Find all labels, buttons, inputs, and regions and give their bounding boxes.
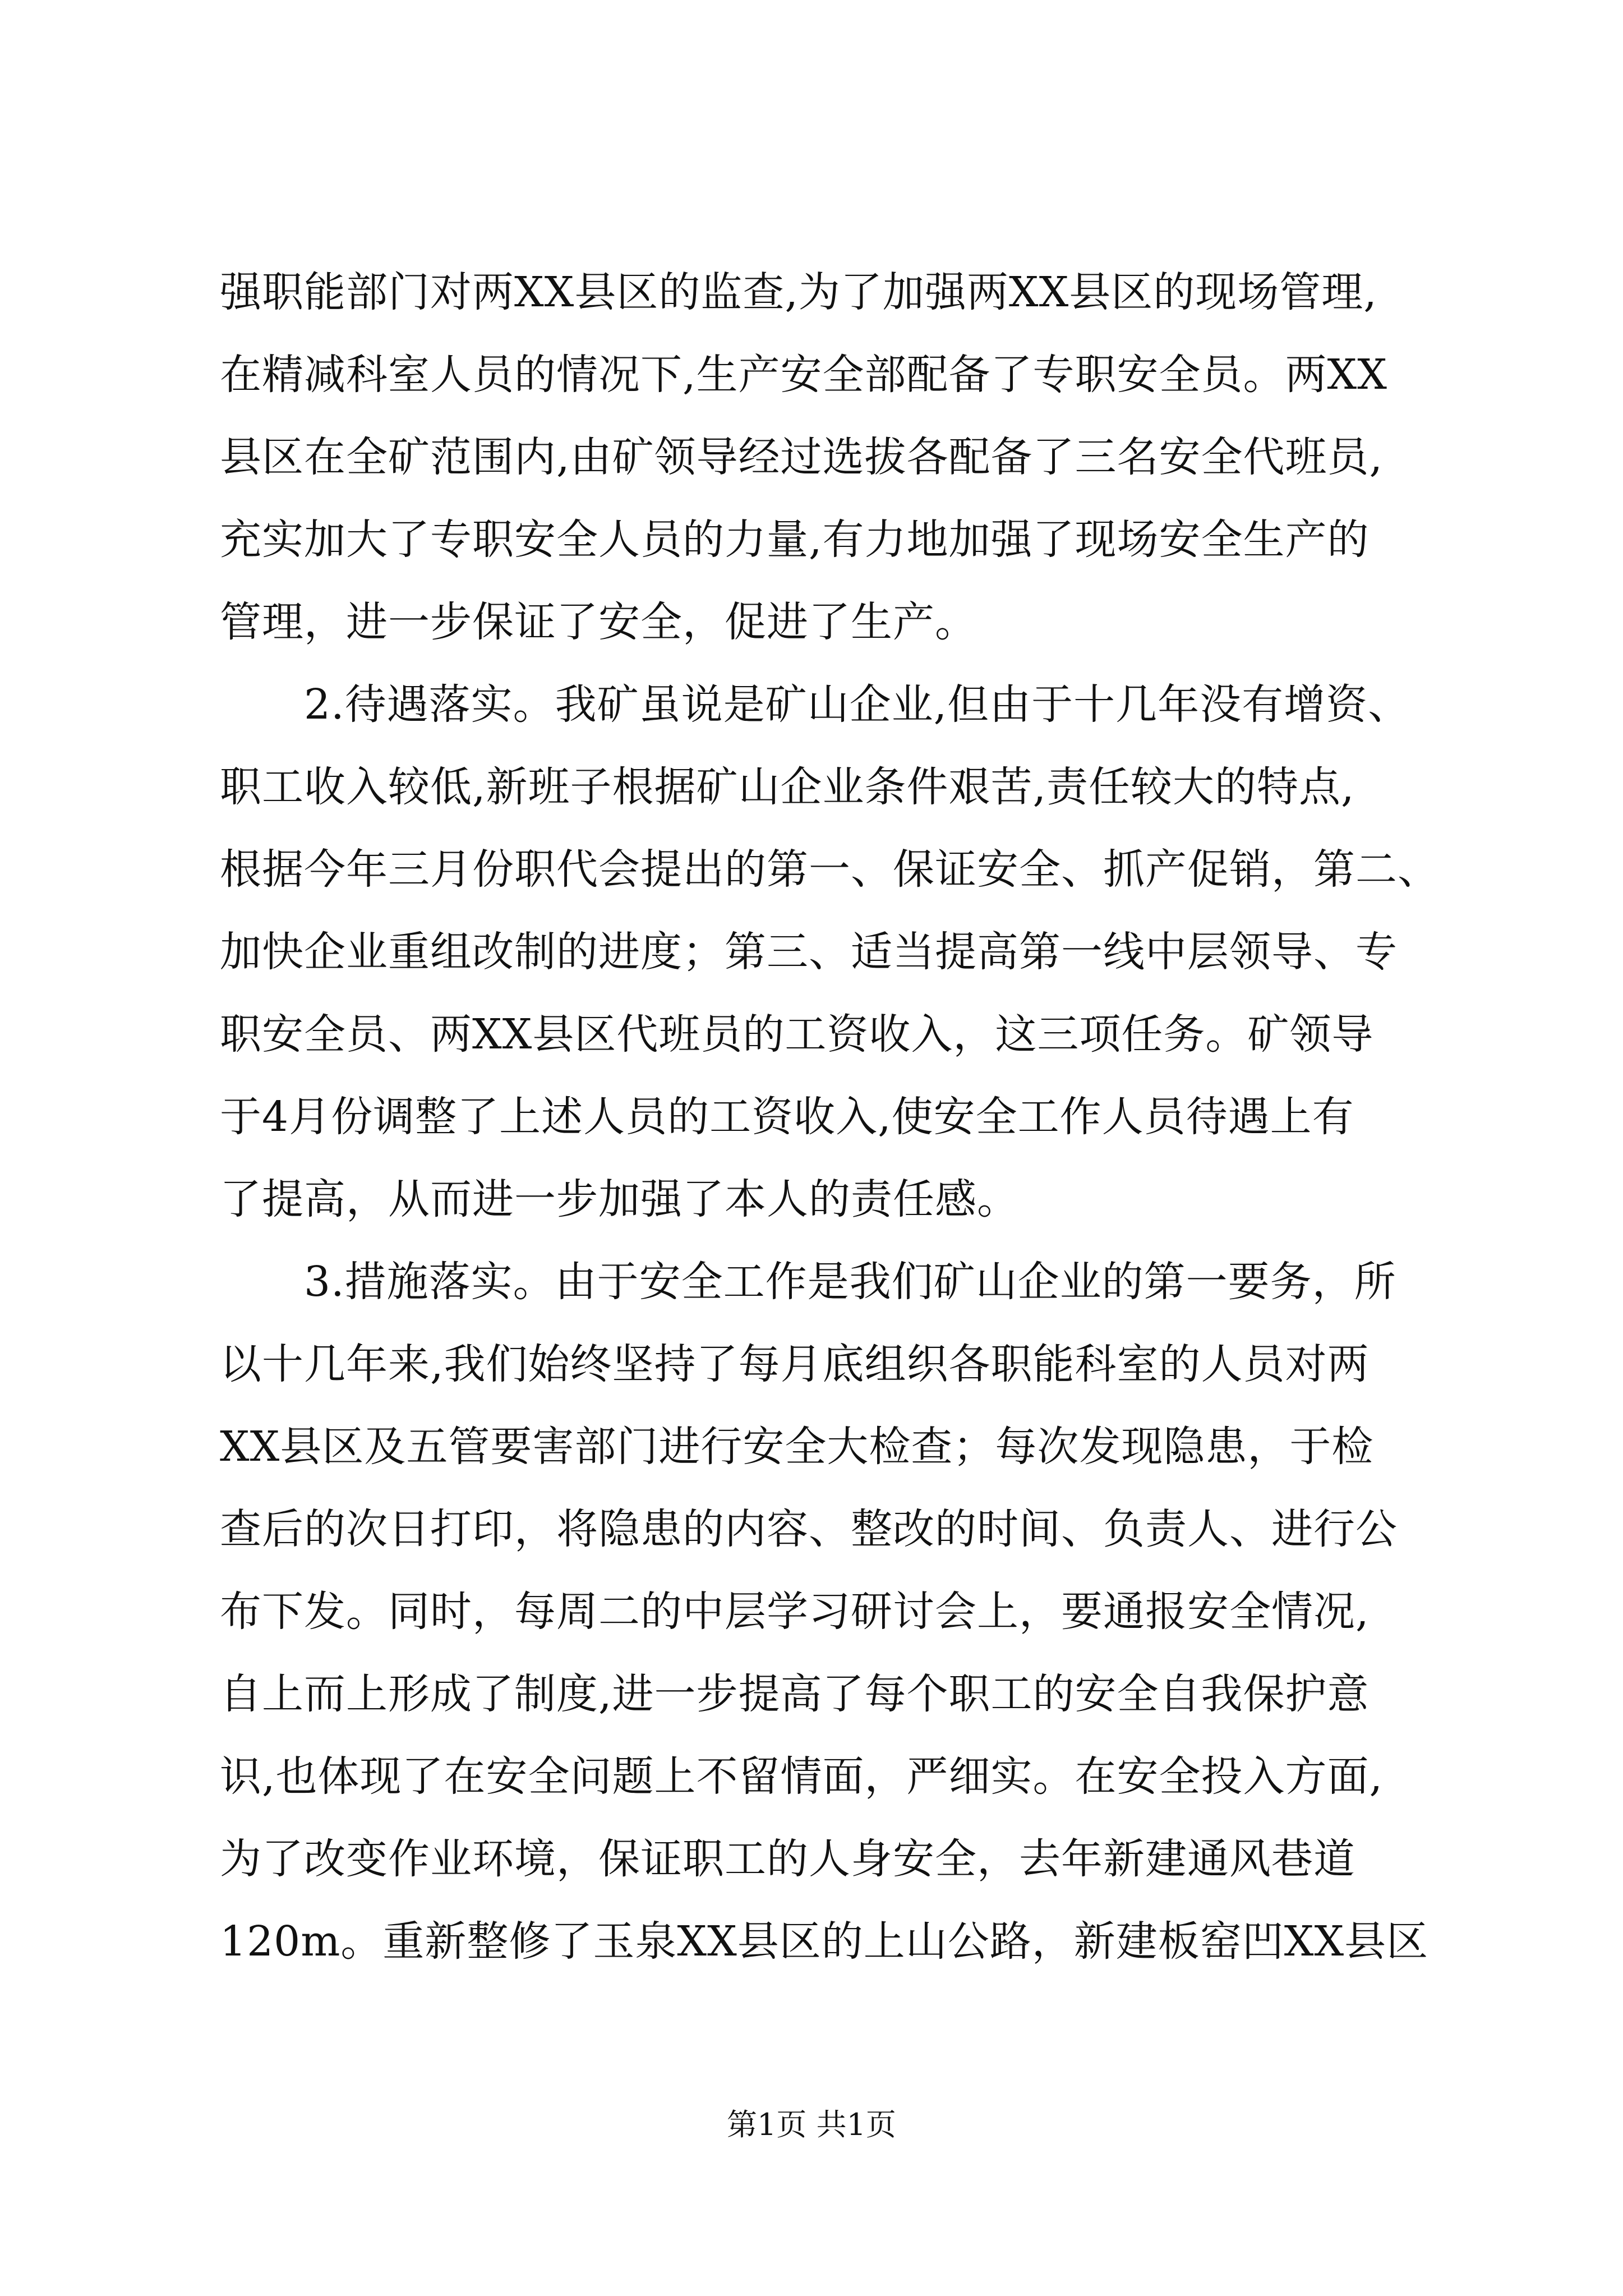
text-line: 加快企业重组改制的进度；第三、适当提高第一线中层领导、专 — [220, 928, 1398, 976]
text-line: 管理，进一步保证了安全，促进了生产。 — [220, 598, 977, 646]
text-line: 强职能部门对两XX县区的监查,为了加强两XX县区的现场管理, — [220, 268, 1377, 316]
text-line: 在精减科室人员的情况下,生产安全部配备了专职安全员。两XX — [220, 351, 1387, 399]
page-number-footer: 第1页 共1页 — [727, 2107, 896, 2142]
text-line: 于4月份调整了上述人员的工资收入,使安全工作人员待遇上有 — [220, 1093, 1354, 1141]
text-line: XX县区及五管要害部门进行安全大检查；每次发现隐患，于检 — [220, 1423, 1374, 1471]
text-line: 自上而上形成了制度,进一步提高了每个职工的安全自我保护意 — [220, 1670, 1370, 1718]
text-line: 120m。重新整修了玉泉XX县区的上山公路，新建板窑凹XX县区 — [220, 1917, 1429, 1966]
text-line: 职工收入较低,新班子根据矿山企业条件艰苦,责任较大的特点, — [220, 763, 1355, 811]
text-line: 查后的次日打印，将隐患的内容、整改的时间、负责人、进行公 — [220, 1505, 1398, 1553]
text-line: 充实加大了专职安全人员的力量,有力地加强了现场安全生产的 — [220, 516, 1370, 564]
text-line: 为了改变作业环境，保证职工的人身安全，去年新建通风巷道 — [220, 1835, 1355, 1883]
text-line: 根据今年三月份职代会提出的第一、保证安全、抓产促销，第二、 — [220, 845, 1440, 894]
text-line: 县区在全矿范围内,由矿领导经过选拔各配备了三名安全代班员, — [220, 433, 1384, 481]
text-line: 以十几年来,我们始终坚持了每月底组织各职能科室的人员对两 — [220, 1340, 1370, 1388]
text-line: 职安全员、两XX县区代班员的工资收入，这三项任务。矿领导 — [220, 1010, 1374, 1059]
text-line: 识,也体现了在安全问题上不留情面，严细实。在安全投入方面, — [220, 1752, 1384, 1801]
text-line: 2.待遇落实。我矿虽说是矿山企业,但由于十几年没有增资、 — [220, 680, 1410, 729]
text-line: 布下发。同时，每周二的中层学习研讨会上，要通报安全情况, — [220, 1588, 1370, 1636]
document-body — [220, 251, 1476, 1983]
text-line: 3.措施落实。由于安全工作是我们矿山企业的第一要务，所 — [220, 1258, 1396, 1306]
text-line: 了提高，从而进一步加强了本人的责任感。 — [220, 1175, 1019, 1223]
